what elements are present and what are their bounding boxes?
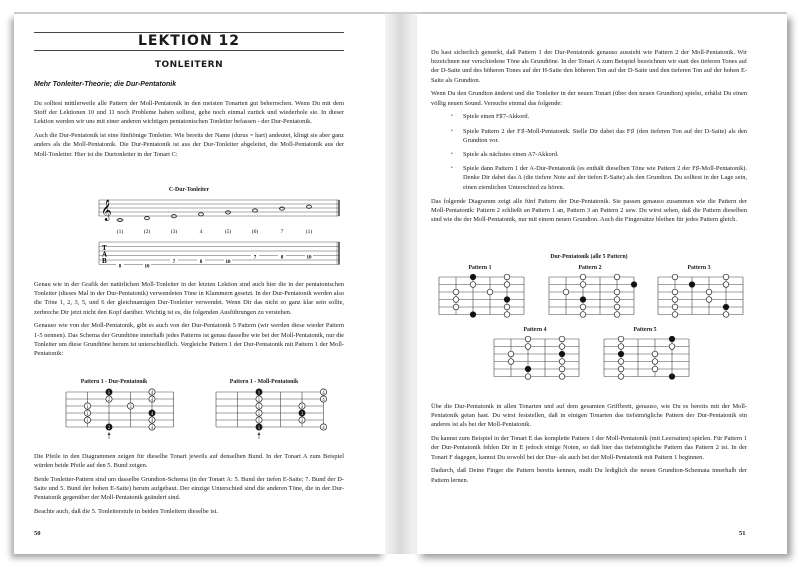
finger-number: 4 <box>322 397 325 403</box>
whole-note <box>253 209 258 212</box>
scale-note-dot <box>723 274 729 280</box>
paragraph: Beide Tonleiter-Pattern sind um dasselbe Grundton-Schema (in der Tonart A: 5. Bund der tiefen E-Saite; 7. Bund der D-Saite und 5. Bund der hohen E-Saite) herum aufgebaut. Der einzige Unterschied sind die anderen Töne, die in der Dur-Pentatonik gegenüber der Moll-Pentatonik geändert sind. <box>34 476 344 502</box>
scale-note-dot <box>672 274 678 280</box>
fretboard-diagram-pattern-3 <box>655 272 747 326</box>
scale-note-dot <box>618 336 624 342</box>
scale-note-dot <box>618 344 624 350</box>
scale-note-dot <box>504 282 510 288</box>
whole-note <box>199 213 204 216</box>
scale-note-dot <box>508 359 514 365</box>
right-intro-text <box>431 48 747 229</box>
pattern-title: Pattern 1 <box>468 265 492 271</box>
scale-note-dot <box>706 289 712 295</box>
tab-clef-letter: T <box>102 244 107 252</box>
root-note-dot <box>470 312 476 318</box>
scale-note-dot <box>723 282 729 288</box>
pattern-title: Pattern 5 <box>633 327 657 333</box>
finger-number: 1 <box>86 411 89 417</box>
scale-note-dot <box>706 297 712 303</box>
right-page <box>417 14 787 554</box>
scale-note-dot <box>559 359 565 365</box>
finger-number: 3 <box>300 418 304 424</box>
right-bottom-text <box>431 402 747 489</box>
exercise-item: • Spiele als nächstes einen A7-Akkord. <box>451 150 747 159</box>
scale-degree-label: (1) <box>305 229 313 235</box>
finger-number: 2 <box>107 397 111 403</box>
scale-note-dot <box>614 274 620 280</box>
fretboard-diagram-pattern-1 <box>436 272 528 326</box>
tab-fret-number: 8 <box>118 264 122 270</box>
scale-note-dot <box>614 297 620 303</box>
exercise-item: • Spiele dann Pattern 1 der A-Dur-Pentatonik (es enthält dieselben Töne wie Pattern 2 der F♯-Moll-Pentatonik). Denke Dir dabei das A (die tiefere Note auf der tiefen E-Saite) als den Grundton. Du solltest in der Lage sein, einen ziemlichen Unterschied zu hören. <box>451 164 747 192</box>
scale-note-dot <box>525 336 531 342</box>
fretboard-diagram-pattern-5 <box>601 334 693 388</box>
scale-note-dot <box>453 289 459 295</box>
paragraph: Die Pfeile in den Diagrammen zeigen für dieselbe Tonart jeweils auf denselben Bund. In der Tonart A zum Beispiel würden beide Pfeile auf den 5. Bund zeigen. <box>34 453 344 470</box>
left-middle-text <box>34 280 344 363</box>
finger-number: 1 <box>257 397 261 403</box>
finger-number: 5 <box>107 390 111 396</box>
finger-number: 3 <box>300 404 304 410</box>
whole-note <box>226 211 231 214</box>
finger-number: 1 <box>257 411 261 417</box>
root-note-dot <box>559 351 565 357</box>
scale-degree-label: (3) <box>170 229 178 235</box>
finger-number: 3 <box>300 411 304 417</box>
scale-note-dot <box>672 312 678 318</box>
scale-note-dot <box>559 366 565 372</box>
finger-number: 4 <box>322 390 325 396</box>
finger-number: 4 <box>150 397 154 403</box>
scale-note-dot <box>614 289 620 295</box>
left-bottom-text <box>34 452 344 521</box>
paragraph: Auch die Dur-Pentatonik ist eine fünftönige Tonleiter. Wie bereits der Name (durus = hart) andeutet, klingt sie aber ganz anders als die Moll-Pentatonik. Die Dur-Pentatonik ist aus der Dur-Tonleiter abgeleitet, die Moll-Pentatonik aus der Moll-Tonleiter. Hier ist die Durtonleiter in der Tonart C: <box>34 132 344 158</box>
scale-note-dot <box>525 344 531 350</box>
paragraph: Beachte auch, daß die 5. Tonleiterstufe in beiden Tonleitern dieselbe ist. <box>34 508 218 516</box>
scale-note-dot <box>580 312 586 318</box>
finger-number: 2 <box>107 425 111 431</box>
page-number-left: 50 <box>34 530 41 537</box>
scale-note-dot <box>580 274 586 280</box>
finger-number: 4 <box>150 390 154 396</box>
finger-number: 4 <box>150 418 154 424</box>
fretboard-diagram-dur-pattern-1 <box>62 386 177 448</box>
scale-note-dot <box>580 304 586 310</box>
tab-fret-number: 10 <box>306 255 312 261</box>
root-note-dot <box>669 336 675 342</box>
all-patterns-title: Dur-Pentatonik (alle 5 Pattern) <box>550 254 628 260</box>
tab-fret-number: 7 <box>172 260 176 265</box>
finger-number: 3 <box>129 404 132 410</box>
scale-degree-label: (5) <box>224 229 232 235</box>
root-note-dot <box>723 304 729 310</box>
finger-number: 1 <box>86 418 89 424</box>
scale-note-dot <box>559 344 565 350</box>
c-major-scale-notation <box>94 194 344 274</box>
scale-note-dot <box>580 282 586 288</box>
scale-degree-label: 4 <box>199 229 203 235</box>
scale-note-dot <box>723 312 729 318</box>
scale-degree-label: (1) <box>116 229 124 235</box>
diagram-title-dur: Pattern 1 - Dur-Pentatonik <box>80 379 148 385</box>
scale-note-dot <box>453 297 459 303</box>
scale-note-dot <box>504 304 510 310</box>
scale-note-dot <box>618 359 624 365</box>
scale-note-dot <box>563 289 569 295</box>
scale-note-dot <box>618 374 624 380</box>
finger-number: 1 <box>86 404 89 410</box>
lesson-title: LEKTION 12 <box>34 32 344 51</box>
root-note-dot <box>504 297 510 303</box>
root-note-dot <box>618 351 624 357</box>
fret-arrow-icon <box>258 432 261 435</box>
finger-number: 1 <box>257 425 261 431</box>
scale-note-dot <box>614 312 620 318</box>
root-note-dot <box>580 297 586 303</box>
paragraph: Übe die Dur-Pentatonik in allen Tonarten und auf dem gesamten Griffbrett, genauso, wie Du es bereits mit der Moll-Pentatonik getan hast. Du wirst feststellen, daß in einigen Tonarten das tiefstmögliche Pattern der Dur-Pentatonik ein anderes ist als bei der Moll-Pentatonik. <box>431 403 747 429</box>
scale-note-dot <box>559 336 565 342</box>
finger-number: 1 <box>257 390 261 396</box>
subheading: Mehr Tonleiter-Theorie; die Dur-Pentatonik <box>34 81 177 88</box>
finger-number: 1 <box>257 404 261 410</box>
finger-number: 4 <box>322 425 325 431</box>
scale-note-dot <box>652 359 658 365</box>
exercise-item: • Spiele Pattern 2 der F♯-Moll-Pentatonik. Stelle Dir dabei das F♯ (den tieferen Ton auf der D-Saite) als den Grundton vor. <box>451 127 747 145</box>
root-note-dot <box>689 282 695 288</box>
left-page <box>14 14 385 554</box>
finger-number: 4 <box>150 425 154 431</box>
fret-arrow-icon <box>108 432 111 435</box>
scale-note-dot <box>525 374 531 380</box>
fretboard-diagram-moll-pattern-1 <box>212 386 327 448</box>
scale-note-dot <box>453 304 459 310</box>
scale-note-dot <box>470 282 476 288</box>
tab-fret-number: 8 <box>199 260 203 265</box>
root-note-dot <box>631 282 637 288</box>
scale-degree-label: 7 <box>280 229 284 235</box>
paragraph: Das folgende Diagramm zeigt alle fünf Pattern der Dur-Pentatonik. Sie passen genauso zusammen wie die Pattern der Moll-Pentatonik: Pattern 2 schließt an Pattern 1 an, Pattern 3 an Pattern 2 usw. Du wirst sehen, daß die Pattern dieselben sind wie die der Moll-Pentatonik, nur mit einem neuen Grundton. Auch die Fingersätze bleiben für jedes Pattern gleich. <box>431 197 747 224</box>
page-number-right: 51 <box>739 530 746 537</box>
root-note-dot <box>470 274 476 280</box>
scale-note-dot <box>672 304 678 310</box>
fretboard-diagram-pattern-4 <box>491 334 583 388</box>
scale-note-dot <box>618 366 624 372</box>
scale-note-dot <box>487 289 493 295</box>
finger-number: 1 <box>257 418 261 424</box>
pattern-title: Pattern 2 <box>578 265 602 271</box>
left-intro-text <box>34 99 344 163</box>
paragraph: Wenn Du den Grundton änderst und die Tonleiter in der neuen Tonart (über den neuen Grundton) spielst, erhälst Du einen völlig neuen Sound. Versuche einmal das folgende: <box>431 90 747 107</box>
scale-degree-label: (2) <box>143 229 151 235</box>
book-gutter-left <box>385 14 401 554</box>
diagram-title-moll: Pattern 1 - Moll-Pentatonik <box>229 379 299 385</box>
root-note-dot <box>525 366 531 372</box>
scale-note-dot <box>672 297 678 303</box>
paragraph: Du kannst zum Beispiel in der Tonart E das komplette Pattern 1 der Moll-Pentatonik (mit Leersaiten) spielen. Für Pattern 1 der Dur-Pentatonik fehlen Dir in E jedoch einige Noten, so daß hier das tiefstmögliche Pattern das Pattern 2 ist. In der Tonart F dagegen, kannst Du sowohl bei der Dur- als auch bei der Moll-Pentatonik mit Pattern 1 beginnen. <box>431 435 747 461</box>
root-note-dot <box>669 374 675 380</box>
scale-note-dot <box>504 274 510 280</box>
paragraph: Dadurch, daß Deine Finger die Pattern bereits kennen, mußt Du lediglich die neuen Grundton-Schemata innerhalb der Pattern lernen. <box>431 467 747 484</box>
scale-note-dot <box>672 289 678 295</box>
finger-number: 4 <box>150 411 154 417</box>
scale-degree-label: (6) <box>251 229 259 235</box>
scale-note-dot <box>669 344 675 350</box>
exercise-item: • Spiele einen F♯7-Akkord. <box>451 112 747 121</box>
scale-figure-title: C-Dur-Tonleiter <box>168 187 210 193</box>
whole-note <box>280 207 285 210</box>
paragraph: Du solltest mittlerweile alle Pattern der Moll-Pentatonik in den meisten Tonarten gut beherrschen. Wenn Du mit dem Stoff der Lektionen 10 und 11 noch Probleme haben solltest, gehe noch einmal zurück und wiederhole sie. In dieser Lektion werden wir uns mit einer anderen wichtigen pentatonischen Tonleiter befassen - der Dur-Pentatonik. <box>34 100 344 126</box>
paragraph: Genauso wie von der Moll-Pentatonik, gibt es auch von der Dur-Pentatonik 5 Pattern (wir werden diese wieder Pattern 1-5 nennen). Das Schema der Grundtöne innerhalb jedes Patterns ist genau dasselbe wie bei der Moll-Pentatonik, nur die Tonleiter um diese Grundtöne herum ist unterschiedlich. Vergleiche Pattern 1 der Dur-Pentatonik mit Pattern 1 der Moll-Pentatonik: <box>34 322 344 358</box>
scale-note-dot <box>504 312 510 318</box>
tab-fret-number: 8 <box>280 255 284 261</box>
tab-fret-number: 7 <box>253 255 257 261</box>
pattern-title: Pattern 4 <box>523 327 547 333</box>
scale-note-dot <box>652 351 658 357</box>
section-title: TONLEITERN <box>154 60 224 70</box>
tab-fret-number: 10 <box>225 260 231 265</box>
tab-clef-letter: B <box>102 257 107 265</box>
scale-note-dot <box>508 351 514 357</box>
exercise-list <box>431 112 747 191</box>
tab-fret-number: 10 <box>144 264 150 270</box>
whole-note <box>145 217 150 220</box>
paragraph: Du hast sicherlich gemerkt, daß Pattern 1 der Dur-Pentatonik genauso aussieht wie Pattern 2 der Moll-Pentatonik. Wir bezeichnen nur verschiedene Töne als Grundtöne. In der Tonart A zum Beispiel bezeichnen wir statt des tieferen Tones auf der D-Saite und des höheren Tones auf der H-Saite den höheren Ton auf der D-Saite und den tieferen Ton auf der hohen E-Saite als Grundton. <box>431 49 747 84</box>
tab-clef-letter: A <box>102 250 108 259</box>
scale-note-dot <box>652 366 658 372</box>
paragraph: Genau wie in der Grafik der natürlichen Moll-Tonleiter in der letzten Lektion sind auch hier die in der pentatonischen Tonleiter (dieses Mal in der Dur-Pentatonik) verwendeten Töne in Klammern gesetzt. In der Dur-Pentatonik werden also die Töne 1, 2, 3, 5, und 6 der gleichnamigen Dur-Tonleiter verwendet. Wenn Dir das nicht so ganz klar sein sollte, zerbreche Dir jetzt nicht den Kopf darüber. Wichtig ist es, die folgenden Ausführungen zu verstehen. <box>34 281 344 316</box>
fretboard-diagram-pattern-2 <box>546 272 638 326</box>
treble-clef-icon: 𝄞 <box>101 200 112 220</box>
scale-note-dot <box>559 374 565 380</box>
scale-note-dot <box>614 304 620 310</box>
pattern-title: Pattern 3 <box>687 265 711 271</box>
book-gutter-right <box>401 14 417 554</box>
